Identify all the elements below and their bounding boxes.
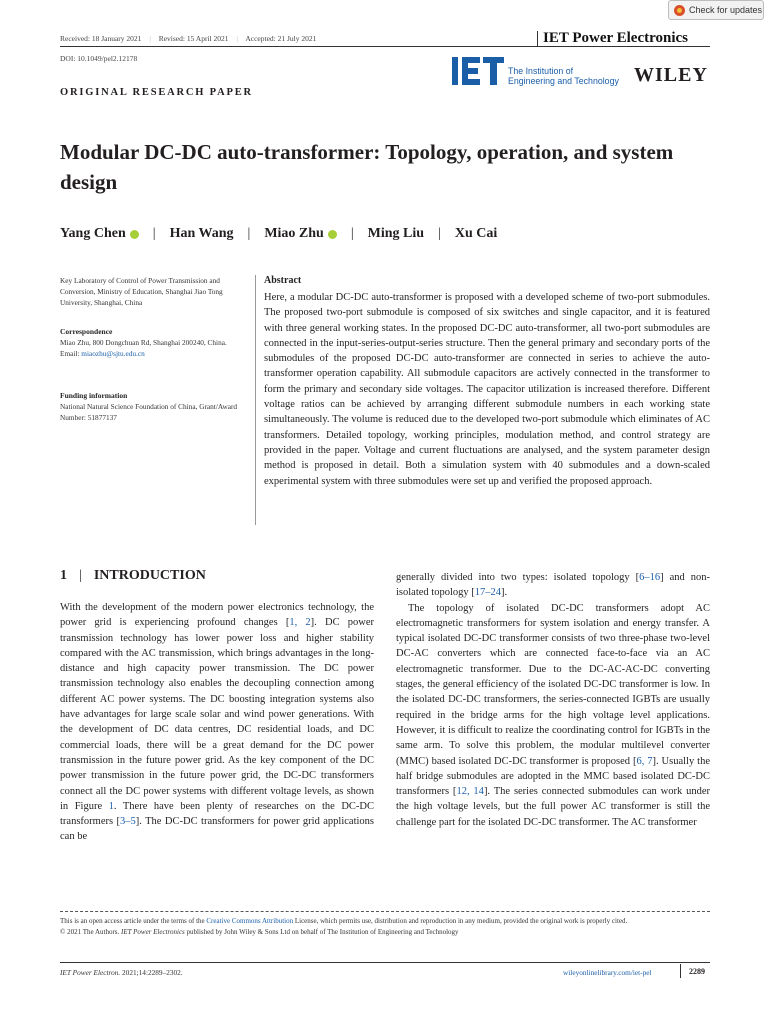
received-date: Received: 18 January 2021 — [60, 34, 142, 43]
page-number: 2289 — [689, 967, 705, 976]
iet-logo-icon — [452, 57, 504, 85]
wiley-logo: WILEY — [634, 64, 708, 86]
header-rule — [60, 46, 710, 47]
check-for-updates-button[interactable] — [668, 0, 764, 20]
author-name[interactable] — [455, 226, 497, 242]
orcid-icon[interactable] — [328, 230, 337, 239]
iet-line-2: Engineering and Technology — [508, 76, 619, 86]
cc-license-link[interactable]: Creative Commons Attribution — [206, 917, 294, 925]
revised-date: Revised: 15 April 2021 — [158, 34, 229, 43]
footnote-rule — [60, 911, 710, 912]
accepted-date: Accepted: 21 July 2021 — [245, 34, 317, 43]
citation-link[interactable]: 12, 14 — [456, 786, 484, 798]
journal-name: IET Power Electronics — [543, 30, 688, 46]
funding-heading: Funding information — [60, 391, 128, 400]
email-link[interactable]: miaozhu@sjtu.edu.cn — [81, 348, 145, 358]
abstract-divider — [255, 275, 256, 525]
journal-divider — [537, 31, 538, 47]
author-label: Han Wang — [169, 226, 234, 241]
correspondence-heading: Correspondence — [60, 327, 113, 336]
email-label: Email: — [60, 348, 82, 358]
section-heading: 1 | INTRODUCTION — [60, 568, 206, 583]
citation-link[interactable]: 6, 7 — [636, 755, 653, 767]
abstract-text: Here, a modular DC-DC auto-transformer is proposed with a developed scheme of two-port submodules. The proposed two-port submodule is composed of six switches and single capacitor, and it is featured with three general working states. In the proposed DC-DC auto-transformer, all two-port submodules are connected in the input-series-output-series structure. Then the general primary and secondary ports of the submodules of the proposed DC-DC auto-transformer are connected in series to achieve the auto-transformer operation capability. All submodule capacitors are actively connected in the transformer to form the primary and secondary side voltages. The capacitor utilization is increased therefore. Different voltage ratios can be achieved by arranging different submodule numbers in each working state simultaneously. The volume is reduced due to the developed two-port submodule which eliminates of AC transformers. Detailed topology, working principles, modulation method, and control strategy are provided in the paper. Voltage and current fluctuations are analysed, and the system parameter design method is proposed in detail. Both a simulation system with 40 submodules and a down-scaled experimental system with three submodules were set up and verified the proposed approach. — [264, 292, 710, 487]
affiliation: Key Laboratory of Control of Power Transmission and Conversion, Ministry of Education, Shanghai Jiao Tong University, Shanghai, China — [60, 276, 223, 307]
abstract-heading: Abstract — [264, 275, 302, 286]
footer-rule — [60, 962, 710, 963]
paragraph: The topology of isolated DC-DC transformers adopt AC electromagnetic transformers for system isolation and energy transfer. A typical isolated DC-DC transformer consists of two three-phase two-level DC-AC converters which are connected face-to-face via an AC electromagnetic transformer. Due to the DC-AC-AC-DC converting stages, the general efficiency of the isolated DC-DC transformer is low. In the isolated DC-DC transformers, the series-connected IGBTs are usually required in the bridge arms for the high voltage level applications. However, it is difficult to realize the coordinating control for IGBTs in the same arm. To solve this problem, the modular multilevel converter (MMC) based isolated DC-DC transformer is proposed [6, 7]. Usually the half bridge submodules are adopted in the MMC based isolated DC-DC transformers [12, 14]. The series connected submodules can work under the high voltage levels, but the full power AC transformer is still the challenge part for the isolated DC-DC transformer. The AC transformer — [396, 602, 710, 828]
paragraph: With the development of the modern power electronics technology, the power grid is experiencing profound changes [1, 2]. DC power transmission technology has lower power loss and higher stability compared with the AC transmission, which brings advantages in the long-distance and high capacity power transmission. The DC power transmission technology also enables the decoupling connection among different AC power systems. The DC boosting integration systems also have advantages for large scale solar and wind power generations. With the development of DC data centres, DC residential loads, and DC commercial loads, there will be a great demand for the DC power transmission in the future power grid. As the key component of the DC power transmission in the future power grid, the DC-DC transformers connect all the DC power systems with different voltage levels, as shown in Figure 1. There have been plenty of researches on the DC-DC transformers [3–5]. The DC-DC transformers for power grid applications can be — [60, 602, 375, 843]
copyright-line: © 2021 The Authors. IET Power Electronics published by John Wiley & Sons Ltd on behalf of The Institution of Engineering and Technology — [60, 928, 459, 936]
body-column-left — [60, 600, 374, 845]
citation-link[interactable]: 3–5 — [120, 816, 136, 828]
author-name[interactable] — [264, 226, 337, 242]
funding-text: National Natural Science Foundation of China, Grant/Award Number: 51877137 — [60, 401, 238, 422]
paper-title: Modular DC-DC auto-transformer: Topology, operation, and system design — [60, 140, 674, 194]
iet-institution-name — [508, 66, 619, 86]
body-column-right — [396, 570, 710, 830]
check-for-updates-label: Check for updates — [689, 5, 763, 15]
figure-link[interactable]: 1 — [108, 800, 114, 812]
author-name[interactable] — [60, 226, 139, 242]
orcid-icon[interactable] — [130, 230, 139, 239]
journal-url-link[interactable]: wileyonlinelibrary.com/iet-pel — [563, 968, 652, 977]
correspondence-block — [60, 327, 242, 359]
article-type: ORIGINAL RESEARCH PAPER — [60, 87, 253, 98]
citation-link[interactable]: 1, 2 — [289, 617, 311, 629]
author-label: Ming Liu — [367, 226, 425, 241]
license-notice — [60, 916, 710, 938]
history-dates: Received: 18 January 2021 | Revised: 15 April 2021 | Accepted: 21 July 2021 — [60, 34, 317, 43]
crossmark-icon — [674, 5, 685, 16]
iet-line-1: The Institution of — [508, 66, 574, 76]
correspondence-address: Miao Zhu, 800 Dongchuan Rd, Shanghai 200240, China. — [60, 337, 227, 347]
paragraph: generally divided into two types: isolated topology [6–16] and non-isolated topology [17–24]. — [396, 572, 711, 599]
section-number: 1 — [60, 568, 67, 583]
citation-link[interactable]: 17–24 — [474, 587, 501, 599]
license-line: This is an open access article under the terms of the Creative Commons Attribution License, which permits use, distribution and reproduction in any medium, provided the original work is properly cited. — [60, 917, 628, 925]
author-name[interactable] — [170, 226, 234, 242]
funding-block — [60, 391, 242, 423]
section-title: INTRODUCTION — [93, 568, 206, 583]
author-list: Yang Chen | Han Wang | Miao Zhu | Ming Liu | Xu Cai — [60, 226, 498, 241]
citation-info: IET Power Electron. 2021;14:2289–2302. — [60, 968, 183, 977]
doi[interactable]: DOI: 10.1049/pel2.12178 — [60, 54, 138, 63]
footer-divider — [680, 964, 681, 978]
citation-link[interactable]: 6–16 — [639, 572, 661, 583]
author-label: Yang Chen — [60, 226, 126, 241]
correspondence-email-line — [60, 349, 242, 360]
author-label: Xu Cai — [454, 226, 498, 241]
author-label: Miao Zhu — [264, 226, 324, 241]
author-name[interactable] — [368, 226, 424, 242]
